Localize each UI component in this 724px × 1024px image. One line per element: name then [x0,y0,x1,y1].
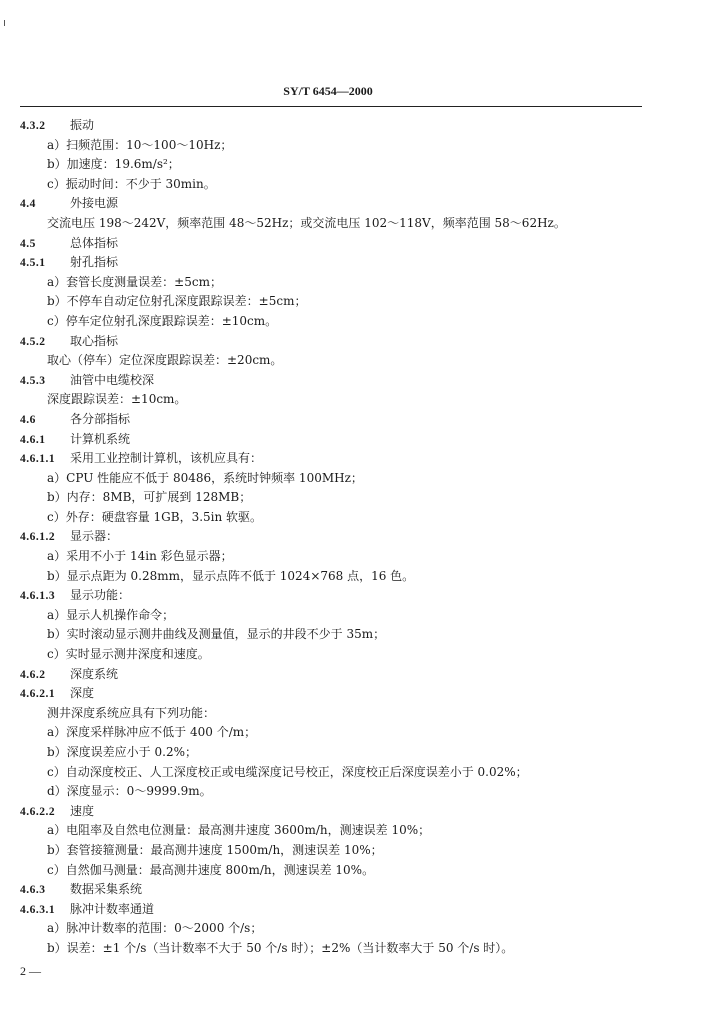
section-number: 4.3.2 [20,120,46,132]
list-item: c）实时显示测井深度和速度。 [47,647,210,662]
section-number: 4.6.2.2 [20,805,56,818]
section-number: 4.6.1.2 [20,531,56,544]
list-item: a）套管长度测量误差：±5cm； [47,274,222,289]
page-number: 2 — [20,964,41,978]
section-heading [0,253,724,273]
section-title: 深度 [70,686,95,701]
section-heading [0,449,724,469]
section-number: 4.6.1 [20,433,46,446]
list-item: b）加速度：19.6m/s²； [47,157,180,172]
section-title: 采用工业控制计算机，该机应具有： [70,451,263,466]
section-title: 外接电源 [70,196,119,211]
section-heading [0,586,724,606]
list-item: c）振动时间：不少于 30min。 [47,176,216,191]
section-number: 4.6.1.1 [20,453,56,466]
page-header: SY/T 6454—2000 [283,84,373,98]
section-heading [0,684,724,704]
section-heading [0,371,724,391]
list-item: a）CPU 性能应不低于 80486，系统时钟频率 100MHz； [47,470,363,485]
list-item: d）深度显示：0～9999.9m。 [47,784,212,799]
header-rule [20,106,642,107]
section-title: 取心指标 [70,333,119,348]
section-number: 4.4 [20,198,36,211]
section-heading [0,332,724,352]
list-item: a）扫频范围：10～100～10Hz； [47,137,233,152]
list-item: c）自动深度校正、人工深度校正或电缆深度记号校正，深度校正后深度误差小于 0.02%； [47,764,528,779]
section-number: 4.5 [20,237,36,250]
section-number: 4.6 [20,413,36,426]
section-heading [0,410,724,430]
section-title: 总体指标 [70,235,119,250]
section-number: 4.6.3.1 [20,903,56,916]
list-item: b）实时滚动显示测井曲线及测量值，显示的井段不少于 35m； [47,627,386,642]
paragraph: 深度跟踪误差：±10cm。 [47,392,187,407]
list-item: a）显示人机操作命令； [47,607,175,622]
section-title: 计算机系统 [70,431,131,446]
list-item: b）误差：±1 个/s（当计数率不大于 50 个/s 时）；±2%（当计数率大于 50 个/s 时）。 [47,940,514,955]
section-heading [0,194,724,214]
list-item: a）电阻率及自然电位测量：最高测井速度 3600m/h，测速误差 10%； [47,823,431,838]
list-item: b）显示点距为 0.28mm，显示点阵不低于 1024×768 点，16 色。 [47,568,415,583]
list-item: b）套管接箍测量：最高测井速度 1500m/h，测速误差 10%； [47,842,383,857]
list-item: c）外存：硬盘容量 1GB，3.5in 软驱。 [47,509,263,524]
section-heading [0,116,724,136]
section-heading [0,234,724,254]
section-heading [0,900,724,920]
section-title: 深度系统 [70,666,119,681]
section-title: 脉冲计数率通道 [70,901,155,916]
section-title: 显示功能： [70,588,131,603]
list-item: b）深度误差应小于 0.2%； [47,745,197,759]
section-number: 4.5.3 [20,374,46,387]
section-number: 4.5.2 [20,335,46,348]
paragraph: 取心（停车）定位深度跟踪误差：±20cm。 [47,353,283,368]
section-heading [0,430,724,450]
section-heading [0,880,724,900]
crop-mark [4,20,5,26]
list-item: b）内存：8MB，可扩展到 128MB； [47,490,252,505]
list-item: a）深度采样脉冲应不低于 400 个/m； [47,725,257,740]
section-number: 4.5.1 [20,257,46,270]
section-number: 4.6.2 [20,668,46,681]
document-body [0,116,724,959]
section-title: 速度 [70,803,95,818]
section-title: 射孔指标 [70,255,119,270]
list-item: c）停车定位射孔深度跟踪误差：±10cm。 [47,313,278,328]
list-item: b）不停车自动定位射孔深度跟踪误差：±5cm； [47,294,307,309]
section-title: 数据采集系统 [70,882,143,897]
section-number: 4.6.1.3 [20,590,56,603]
section-heading [0,802,724,822]
section-heading [0,665,724,685]
section-heading [0,527,724,547]
section-number: 4.6.3 [20,884,46,897]
section-title: 显示器： [70,529,119,544]
list-item: c）自然伽马测量：最高测井速度 800m/h，测速误差 10%。 [47,862,375,877]
list-item: a）脉冲计数率的范围：0～2000 个/s； [47,921,263,936]
section-title: 振动 [70,118,95,132]
section-number: 4.6.2.1 [20,688,56,701]
paragraph: 测井深度系统应具有下列功能： [47,705,216,720]
paragraph: 交流电压 198～242V，频率范围 48～52Hz；或交流电压 102～118V，频率范围 58～62Hz。 [47,215,566,230]
list-item: a）采用不小于 14in 彩色显示器； [47,549,233,564]
section-title: 油管中电缆校深 [70,372,155,387]
section-title: 各分部指标 [70,411,131,426]
